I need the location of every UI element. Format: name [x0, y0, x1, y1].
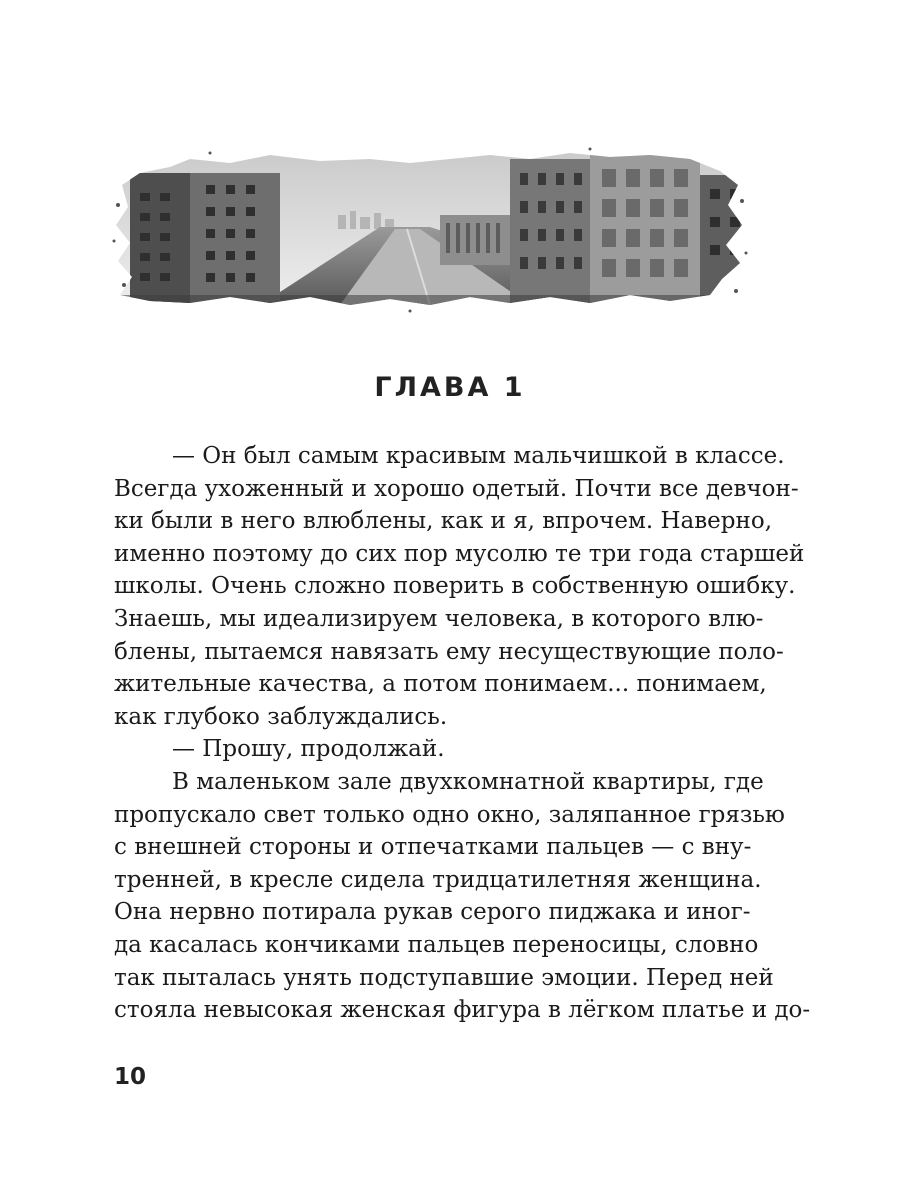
text-line: так пыталась унять подступавшие эмоции. Перед ней [114, 964, 774, 991]
page-number: 10 [114, 1064, 147, 1090]
body-text [114, 440, 811, 1027]
text-line: школы. Очень сложно поверить в собственную ошибку. [114, 573, 796, 600]
text-line: блены, пытаемся навязать ему несуществующие поло- [114, 638, 784, 665]
text-line: В маленьком зале двухкомнатной квартиры, где [172, 768, 764, 795]
text-line: жительные качества, а потом понимаем... понимаем, [114, 671, 767, 698]
text-line: Она нервно потирала рукав серого пиджака и иног- [114, 899, 751, 926]
text-line: Всегда ухоженный и хорошо одетый. Почти все девчон- [114, 475, 799, 502]
text-line: Знаешь, мы идеализируем человека, в которого влю- [114, 605, 764, 632]
text-line: тренней, в кресле сидела тридцатилетняя женщина. [114, 866, 762, 893]
text-line: — Прошу, продолжай. [172, 736, 445, 763]
text-line: именно поэтому до сих пор мусолю те три года старшей [114, 540, 805, 567]
text-line: ки были в него влюблены, как и я, впрочем. Наверно, [114, 508, 773, 535]
chapter-title: ГЛАВА 1 [374, 372, 526, 403]
text-line: — Он был самым красивым мальчишкой в классе. [172, 443, 785, 469]
text-line: пропускало свет только одно окно, заляпанное грязью [114, 801, 785, 828]
chapter-header-illustration [110, 145, 750, 315]
text-line: как глубоко заблуждались. [114, 703, 448, 730]
text-line: да касалась кончиками пальцев переносицы, словно [114, 931, 759, 958]
text-line: стояла невысокая женская фигура в лёгком платье и до- [114, 997, 811, 1024]
text-line: с внешней стороны и отпечатками пальцев — с вну- [114, 834, 752, 861]
